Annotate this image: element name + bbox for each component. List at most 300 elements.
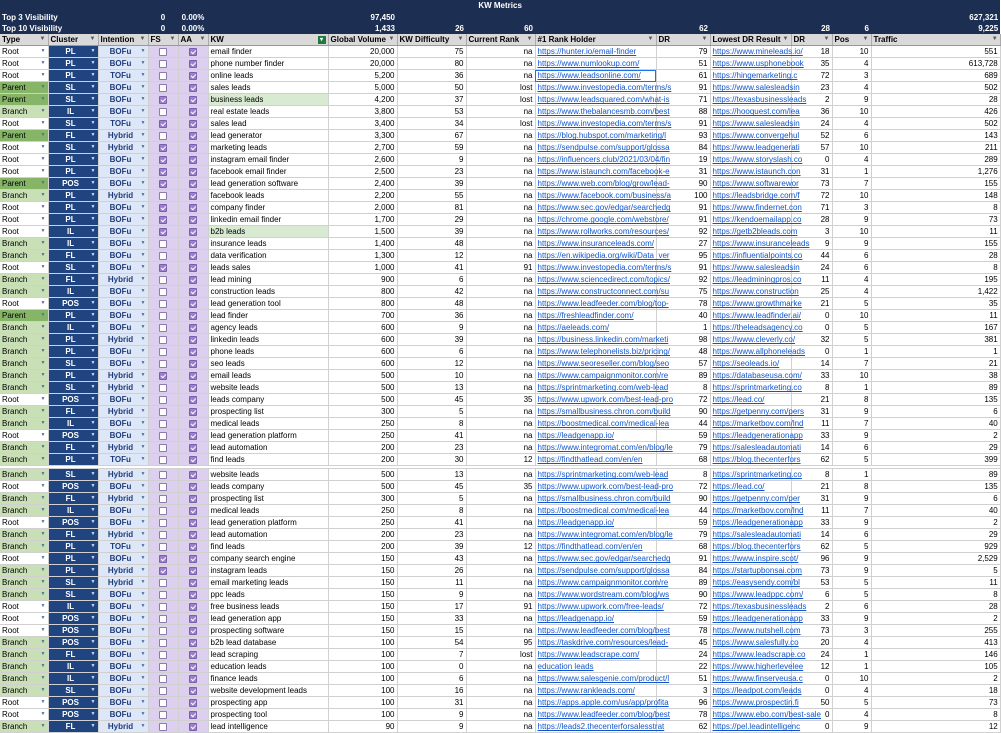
- intention-dropdown[interactable]: [98, 649, 148, 661]
- rank-holder-link[interactable]: https://www.leadsonline.com/: [537, 71, 641, 81]
- aa-checkbox[interactable]: [189, 72, 197, 80]
- column-header[interactable]: [791, 34, 832, 46]
- fs-checkbox[interactable]: [159, 300, 167, 308]
- aa-checkbox[interactable]: [189, 456, 197, 464]
- rank-holder-link-cell[interactable]: [535, 637, 669, 649]
- dropdown-arrow-icon[interactable]: ▼: [40, 456, 46, 463]
- aa-checkbox[interactable]: [189, 360, 197, 368]
- type-dropdown[interactable]: [0, 529, 48, 541]
- column-header[interactable]: [656, 34, 710, 46]
- cluster-dropdown[interactable]: [48, 589, 98, 601]
- rank-holder-link[interactable]: https://taskdrive.com/resources/lead-: [537, 638, 669, 648]
- lowest-dr-link-cell[interactable]: [710, 214, 802, 226]
- dropdown-arrow-icon[interactable]: ▼: [140, 324, 146, 331]
- lowest-dr-link-cell[interactable]: [710, 661, 804, 673]
- dropdown-arrow-icon[interactable]: ▼: [90, 420, 96, 427]
- filter-icon[interactable]: ▼: [526, 36, 533, 43]
- type-dropdown[interactable]: [0, 298, 48, 310]
- rank-holder-link-cell[interactable]: [535, 721, 665, 733]
- type-dropdown[interactable]: [0, 673, 48, 685]
- intention-dropdown[interactable]: [98, 382, 148, 394]
- rank-holder-link-cell[interactable]: [535, 673, 670, 685]
- dropdown-arrow-icon[interactable]: ▼: [90, 108, 96, 115]
- intention-dropdown[interactable]: [98, 697, 148, 709]
- dropdown-arrow-icon[interactable]: ▼: [40, 444, 46, 451]
- column-header[interactable]: [148, 34, 178, 46]
- dropdown-arrow-icon[interactable]: ▼: [90, 240, 96, 247]
- fs-checkbox[interactable]: [159, 615, 167, 623]
- aa-checkbox[interactable]: [189, 276, 197, 284]
- rank-holder-link[interactable]: https://leads2.thecenterforsalesstrat: [537, 722, 665, 732]
- dropdown-arrow-icon[interactable]: ▼: [40, 336, 46, 343]
- lowest-dr-link[interactable]: https://www.leadscrape.co: [712, 650, 806, 660]
- cluster-dropdown[interactable]: [48, 430, 98, 442]
- dropdown-arrow-icon[interactable]: ▼: [90, 72, 96, 79]
- dropdown-arrow-icon[interactable]: ▼: [140, 432, 146, 439]
- fs-checkbox[interactable]: [159, 312, 167, 320]
- keyword-cell[interactable]: online leads: [208, 70, 328, 82]
- dropdown-arrow-icon[interactable]: ▼: [90, 348, 96, 355]
- dropdown-arrow-icon[interactable]: ▼: [90, 495, 96, 502]
- fs-checkbox[interactable]: [159, 495, 167, 503]
- lowest-dr-link[interactable]: https://leadsbridge.com/f: [712, 191, 800, 201]
- rank-holder-link[interactable]: https://www.sec.gov/edgar/searchedg: [537, 554, 671, 564]
- lowest-dr-link-cell[interactable]: [710, 46, 803, 58]
- aa-checkbox[interactable]: [189, 567, 197, 575]
- intention-dropdown[interactable]: [98, 673, 148, 685]
- dropdown-arrow-icon[interactable]: ▼: [40, 96, 46, 103]
- type-dropdown[interactable]: [0, 505, 48, 517]
- dropdown-arrow-icon[interactable]: ▼: [40, 675, 46, 682]
- keyword-cell[interactable]: leads company: [208, 481, 328, 493]
- dropdown-arrow-icon[interactable]: ▼: [140, 627, 146, 634]
- type-dropdown[interactable]: [0, 166, 48, 178]
- type-dropdown[interactable]: [0, 613, 48, 625]
- type-dropdown[interactable]: [0, 190, 48, 202]
- rank-holder-link-cell[interactable]: [535, 154, 671, 166]
- lowest-dr-link-cell[interactable]: [710, 589, 804, 601]
- rank-holder-link-cell[interactable]: [535, 190, 671, 202]
- type-dropdown[interactable]: [0, 214, 48, 226]
- rank-holder-link-cell[interactable]: [535, 481, 674, 493]
- dropdown-arrow-icon[interactable]: ▼: [90, 603, 96, 610]
- dropdown-arrow-icon[interactable]: ▼: [40, 240, 46, 247]
- rank-holder-link-cell[interactable]: [535, 649, 656, 661]
- lowest-dr-link-cell[interactable]: [710, 70, 798, 82]
- lowest-dr-link-cell[interactable]: [710, 442, 801, 454]
- aa-checkbox[interactable]: [189, 543, 197, 551]
- fs-checkbox[interactable]: [159, 204, 167, 212]
- fs-checkbox[interactable]: [159, 555, 167, 563]
- rank-holder-link[interactable]: https://apps.apple.com/us/app/profita: [537, 698, 669, 708]
- filter-icon[interactable]: ▼: [39, 36, 46, 43]
- fs-checkbox[interactable]: [159, 543, 167, 551]
- dropdown-arrow-icon[interactable]: ▼: [140, 240, 146, 247]
- intention-dropdown[interactable]: [98, 553, 148, 565]
- dropdown-arrow-icon[interactable]: ▼: [40, 519, 46, 526]
- fs-checkbox[interactable]: [159, 687, 167, 695]
- dropdown-arrow-icon[interactable]: ▼: [40, 639, 46, 646]
- filter-icon[interactable]: ▼: [991, 36, 998, 43]
- intention-dropdown[interactable]: [98, 505, 148, 517]
- aa-checkbox[interactable]: [189, 312, 197, 320]
- lowest-dr-link-cell[interactable]: [710, 310, 801, 322]
- filter-icon[interactable]: ▼: [823, 36, 830, 43]
- fs-checkbox[interactable]: [159, 144, 167, 152]
- lowest-dr-link[interactable]: https://www.leadgenerati: [712, 143, 800, 153]
- fs-checkbox[interactable]: [159, 651, 167, 659]
- dropdown-arrow-icon[interactable]: ▼: [40, 591, 46, 598]
- aa-checkbox[interactable]: [189, 639, 197, 647]
- cluster-dropdown[interactable]: [48, 721, 98, 733]
- dropdown-arrow-icon[interactable]: ▼: [90, 432, 96, 439]
- keyword-cell[interactable]: leads sales: [208, 262, 328, 274]
- dropdown-arrow-icon[interactable]: ▼: [40, 663, 46, 670]
- rank-holder-link[interactable]: https://www.insuranceleads.com/: [537, 239, 654, 249]
- type-dropdown[interactable]: [0, 565, 48, 577]
- dropdown-arrow-icon[interactable]: ▼: [40, 168, 46, 175]
- rank-holder-link[interactable]: https://www.wordstream.com/blog/ws: [537, 590, 670, 600]
- intention-dropdown[interactable]: [98, 166, 148, 178]
- keyword-cell[interactable]: find leads: [208, 454, 328, 466]
- lowest-dr-link[interactable]: https://www.insuranceleads: [712, 239, 810, 249]
- rank-holder-link-cell[interactable]: [535, 493, 671, 505]
- lowest-dr-link-cell[interactable]: [710, 166, 801, 178]
- column-header[interactable]: [178, 34, 208, 46]
- rank-holder-link[interactable]: https://www.leadfeeder.com/blog/best: [537, 626, 671, 636]
- type-dropdown[interactable]: [0, 406, 48, 418]
- cluster-dropdown[interactable]: [48, 493, 98, 505]
- fs-checkbox[interactable]: [159, 723, 167, 731]
- dropdown-arrow-icon[interactable]: ▼: [40, 495, 46, 502]
- rank-holder-link-cell[interactable]: [535, 334, 669, 346]
- type-dropdown[interactable]: [0, 430, 48, 442]
- dropdown-arrow-icon[interactable]: ▼: [140, 264, 146, 271]
- intention-dropdown[interactable]: [98, 517, 148, 529]
- lowest-dr-link[interactable]: https://blog.thecenterfors: [712, 542, 801, 552]
- lowest-dr-link-cell[interactable]: [710, 565, 802, 577]
- keyword-cell[interactable]: prospecting list: [208, 493, 328, 505]
- type-dropdown[interactable]: [0, 697, 48, 709]
- intention-dropdown[interactable]: [98, 142, 148, 154]
- type-dropdown[interactable]: [0, 286, 48, 298]
- dropdown-arrow-icon[interactable]: ▼: [40, 471, 46, 478]
- aa-checkbox[interactable]: [189, 252, 197, 260]
- rank-holder-link-cell[interactable]: [535, 613, 656, 625]
- intention-dropdown[interactable]: [98, 442, 148, 454]
- aa-checkbox[interactable]: [189, 615, 197, 623]
- dropdown-arrow-icon[interactable]: ▼: [40, 543, 46, 550]
- lowest-dr-link-cell[interactable]: [710, 649, 806, 661]
- dropdown-arrow-icon[interactable]: ▼: [140, 471, 146, 478]
- dropdown-arrow-icon[interactable]: ▼: [90, 711, 96, 718]
- cluster-dropdown[interactable]: [48, 649, 98, 661]
- rank-holder-link[interactable]: https://www.seoreseller.com/blog/seo: [537, 359, 670, 369]
- fs-checkbox[interactable]: [159, 519, 167, 527]
- dropdown-arrow-icon[interactable]: ▼: [90, 567, 96, 574]
- type-dropdown[interactable]: [0, 202, 48, 214]
- filter-icon[interactable]: ▼: [199, 36, 206, 43]
- aa-checkbox[interactable]: [189, 324, 197, 332]
- rank-holder-link[interactable]: https://www.web.com/blog/grow/lead-: [537, 179, 670, 189]
- lowest-dr-link-cell[interactable]: [710, 529, 801, 541]
- dropdown-arrow-icon[interactable]: ▼: [40, 531, 46, 538]
- lowest-dr-link-cell[interactable]: [710, 130, 800, 142]
- dropdown-arrow-icon[interactable]: ▼: [90, 519, 96, 526]
- dropdown-arrow-icon[interactable]: ▼: [40, 555, 46, 562]
- lowest-dr-link[interactable]: https://influentialpoints.co: [712, 251, 803, 261]
- dropdown-arrow-icon[interactable]: ▼: [140, 699, 146, 706]
- lowest-dr-link[interactable]: https://www.storyslash.co: [712, 155, 803, 165]
- keyword-cell[interactable]: b2b lead database: [208, 637, 328, 649]
- aa-checkbox[interactable]: [189, 108, 197, 116]
- lowest-dr-link-cell[interactable]: [710, 370, 802, 382]
- fs-checkbox[interactable]: [159, 252, 167, 260]
- intention-dropdown[interactable]: [98, 214, 148, 226]
- fs-checkbox[interactable]: [159, 567, 167, 575]
- intention-dropdown[interactable]: [98, 529, 148, 541]
- dropdown-arrow-icon[interactable]: ▼: [40, 627, 46, 634]
- aa-checkbox[interactable]: [189, 663, 197, 671]
- keyword-cell[interactable]: data verification: [208, 250, 328, 262]
- rank-holder-link[interactable]: https://www.integromat.com/en/blog/le: [537, 530, 673, 540]
- rank-holder-link[interactable]: https://www.istaunch.com/facebook-e: [537, 167, 670, 177]
- cluster-dropdown[interactable]: [48, 118, 98, 130]
- dropdown-arrow-icon[interactable]: ▼: [140, 615, 146, 622]
- cluster-dropdown[interactable]: [48, 142, 98, 154]
- aa-checkbox[interactable]: [189, 699, 197, 707]
- aa-checkbox[interactable]: [189, 288, 197, 296]
- aa-checkbox[interactable]: [189, 48, 197, 56]
- dropdown-arrow-icon[interactable]: ▼: [140, 663, 146, 670]
- dropdown-arrow-icon[interactable]: ▼: [140, 495, 146, 502]
- rank-holder-link[interactable]: https://www.investopedia.com/terms/s: [537, 119, 672, 129]
- type-dropdown[interactable]: [0, 541, 48, 553]
- intention-dropdown[interactable]: [98, 82, 148, 94]
- dropdown-arrow-icon[interactable]: ▼: [90, 156, 96, 163]
- aa-checkbox[interactable]: [189, 168, 197, 176]
- lowest-dr-link[interactable]: https://www.ebo.com/best-sale: [712, 710, 821, 720]
- cluster-dropdown[interactable]: [48, 70, 98, 82]
- keyword-cell[interactable]: finance leads: [208, 673, 328, 685]
- dropdown-arrow-icon[interactable]: ▼: [140, 408, 146, 415]
- type-dropdown[interactable]: [0, 625, 48, 637]
- dropdown-arrow-icon[interactable]: ▼: [140, 603, 146, 610]
- rank-holder-link-cell[interactable]: [535, 58, 656, 70]
- dropdown-arrow-icon[interactable]: ▼: [140, 360, 146, 367]
- type-dropdown[interactable]: [0, 130, 48, 142]
- cluster-dropdown[interactable]: [48, 262, 98, 274]
- cluster-dropdown[interactable]: [48, 418, 98, 430]
- rank-holder-link-cell[interactable]: [535, 358, 670, 370]
- dropdown-arrow-icon[interactable]: ▼: [140, 72, 146, 79]
- type-dropdown[interactable]: [0, 46, 48, 58]
- rank-holder-link-cell[interactable]: [535, 142, 670, 154]
- rank-holder-link[interactable]: https://findthatlead.com/en/en: [537, 542, 643, 552]
- aa-checkbox[interactable]: [189, 723, 197, 731]
- lowest-dr-link[interactable]: https://www.leadfinder.ai/: [712, 311, 801, 321]
- fs-checkbox[interactable]: [159, 276, 167, 284]
- aa-checkbox[interactable]: [189, 300, 197, 308]
- fs-checkbox[interactable]: [159, 84, 167, 92]
- rank-holder-link[interactable]: https://chrome.google.com/webstore/: [537, 215, 669, 225]
- type-dropdown[interactable]: [0, 70, 48, 82]
- intention-dropdown[interactable]: [98, 286, 148, 298]
- dropdown-arrow-icon[interactable]: ▼: [140, 348, 146, 355]
- column-header[interactable]: [535, 34, 656, 46]
- aa-checkbox[interactable]: [189, 264, 197, 272]
- dropdown-arrow-icon[interactable]: ▼: [90, 48, 96, 55]
- rank-holder-link[interactable]: https://www.sciencedirect.com/topics/: [537, 275, 670, 285]
- dropdown-arrow-icon[interactable]: ▼: [40, 507, 46, 514]
- fs-checkbox[interactable]: [159, 699, 167, 707]
- dropdown-arrow-icon[interactable]: ▼: [140, 180, 146, 187]
- dropdown-arrow-icon[interactable]: ▼: [90, 675, 96, 682]
- lowest-dr-link-cell[interactable]: [710, 346, 805, 358]
- type-dropdown[interactable]: [0, 322, 48, 334]
- lowest-dr-link[interactable]: https://texasbusinessleads: [712, 602, 807, 612]
- rank-holder-link-cell[interactable]: [535, 214, 669, 226]
- keyword-cell[interactable]: lead automation: [208, 442, 328, 454]
- dropdown-arrow-icon[interactable]: ▼: [40, 252, 46, 259]
- rank-holder-link[interactable]: https://aeleads.com/: [537, 323, 610, 333]
- cluster-dropdown[interactable]: [48, 298, 98, 310]
- aa-checkbox[interactable]: [189, 519, 197, 527]
- rank-holder-link[interactable]: https://www.leadscrape.com/: [537, 650, 640, 660]
- dropdown-arrow-icon[interactable]: ▼: [140, 252, 146, 259]
- rank-holder-link-cell[interactable]: [535, 82, 672, 94]
- cluster-dropdown[interactable]: [48, 130, 98, 142]
- aa-checkbox[interactable]: [189, 84, 197, 92]
- dropdown-arrow-icon[interactable]: ▼: [90, 144, 96, 151]
- intention-dropdown[interactable]: [98, 334, 148, 346]
- dropdown-arrow-icon[interactable]: ▼: [40, 384, 46, 391]
- dropdown-arrow-icon[interactable]: ▼: [40, 108, 46, 115]
- lowest-dr-link-cell[interactable]: [710, 250, 803, 262]
- lowest-dr-link[interactable]: https://seoleads.io/: [712, 359, 780, 369]
- type-dropdown[interactable]: [0, 685, 48, 697]
- intention-dropdown[interactable]: [98, 202, 148, 214]
- aa-checkbox[interactable]: [189, 651, 197, 659]
- rank-holder-link-cell[interactable]: [535, 286, 670, 298]
- type-dropdown[interactable]: [0, 577, 48, 589]
- keyword-cell[interactable]: email leads: [208, 370, 328, 382]
- type-dropdown[interactable]: [0, 226, 48, 238]
- rank-holder-link[interactable]: https://www.upwork.com/best-lead-pro: [537, 395, 674, 405]
- lowest-dr-link-cell[interactable]: [710, 118, 800, 130]
- rank-holder-link-cell[interactable]: [535, 226, 670, 238]
- aa-checkbox[interactable]: [189, 372, 197, 380]
- intention-dropdown[interactable]: [98, 721, 148, 733]
- aa-checkbox[interactable]: [189, 444, 197, 452]
- fs-checkbox[interactable]: [159, 240, 167, 248]
- rank-holder-link-cell[interactable]: [535, 469, 669, 481]
- fs-checkbox[interactable]: [159, 531, 167, 539]
- rank-holder-link-cell[interactable]: [535, 565, 670, 577]
- dropdown-arrow-icon[interactable]: ▼: [90, 507, 96, 514]
- rank-holder-link-cell[interactable]: [535, 418, 670, 430]
- lowest-dr-link-cell[interactable]: [710, 334, 796, 346]
- dropdown-arrow-icon[interactable]: ▼: [90, 543, 96, 550]
- dropdown-arrow-icon[interactable]: ▼: [140, 156, 146, 163]
- keyword-cell[interactable]: leads company: [208, 394, 328, 406]
- rank-holder-link[interactable]: https://boostmedical.com/medical-lea: [537, 506, 670, 516]
- type-dropdown[interactable]: [0, 238, 48, 250]
- dropdown-arrow-icon[interactable]: ▼: [90, 120, 96, 127]
- filter-icon[interactable]: ▼: [647, 36, 654, 43]
- rank-holder-link-cell[interactable]: [535, 577, 669, 589]
- lowest-dr-link[interactable]: https://www.salesleadsin: [712, 263, 800, 273]
- dropdown-arrow-icon[interactable]: ▼: [40, 192, 46, 199]
- dropdown-arrow-icon[interactable]: ▼: [140, 723, 146, 730]
- rank-holder-link-cell[interactable]: [535, 406, 671, 418]
- aa-checkbox[interactable]: [189, 687, 197, 695]
- keyword-cell[interactable]: phone leads: [208, 346, 328, 358]
- lowest-dr-link-cell[interactable]: [710, 106, 800, 118]
- aa-checkbox[interactable]: [189, 408, 197, 416]
- rank-holder-link[interactable]: https://hunter.io/email-finder: [537, 47, 637, 57]
- dropdown-arrow-icon[interactable]: ▼: [90, 531, 96, 538]
- intention-dropdown[interactable]: [98, 589, 148, 601]
- rank-holder-link[interactable]: https://www.campaignmonitor.com/re: [537, 371, 669, 381]
- fs-checkbox[interactable]: [159, 408, 167, 416]
- type-dropdown[interactable]: [0, 94, 48, 106]
- dropdown-arrow-icon[interactable]: ▼: [90, 555, 96, 562]
- dropdown-arrow-icon[interactable]: ▼: [90, 723, 96, 730]
- filter-icon[interactable]: ▼: [169, 36, 176, 43]
- dropdown-arrow-icon[interactable]: ▼: [140, 132, 146, 139]
- fs-checkbox[interactable]: [159, 72, 167, 80]
- keyword-cell[interactable]: ppc leads: [208, 589, 328, 601]
- rank-holder-link[interactable]: https://sprintmarketing.com/web-lead: [537, 383, 669, 393]
- cluster-dropdown[interactable]: [48, 541, 98, 553]
- cluster-dropdown[interactable]: [48, 394, 98, 406]
- intention-dropdown[interactable]: [98, 661, 148, 673]
- rank-holder-link[interactable]: https://blog.hubspot.com/marketing/l: [537, 131, 667, 141]
- lowest-dr-link-cell[interactable]: [710, 685, 802, 697]
- keyword-cell[interactable]: lead generation tool: [208, 298, 328, 310]
- fs-checkbox[interactable]: [159, 603, 167, 611]
- aa-checkbox[interactable]: [189, 432, 197, 440]
- rank-holder-link[interactable]: https://en.wikipedia.org/wiki/Data_ver: [537, 251, 670, 261]
- type-dropdown[interactable]: [0, 370, 48, 382]
- rank-holder-link[interactable]: https://www.upwork.com/best-lead-pro: [537, 482, 674, 492]
- intention-dropdown[interactable]: [98, 46, 148, 58]
- cluster-dropdown[interactable]: [48, 685, 98, 697]
- dropdown-arrow-icon[interactable]: ▼: [40, 699, 46, 706]
- lowest-dr-link-cell[interactable]: [710, 517, 803, 529]
- intention-dropdown[interactable]: [98, 154, 148, 166]
- dropdown-arrow-icon[interactable]: ▼: [40, 372, 46, 379]
- lowest-dr-link[interactable]: https://www.growthmarke: [712, 299, 802, 309]
- intention-dropdown[interactable]: [98, 178, 148, 190]
- aa-checkbox[interactable]: [189, 627, 197, 635]
- filter-icon[interactable]: ▼: [139, 36, 146, 43]
- dropdown-arrow-icon[interactable]: ▼: [90, 396, 96, 403]
- lowest-dr-link-cell[interactable]: [710, 154, 803, 166]
- lowest-dr-link[interactable]: https://marketbov.com/lnd: [712, 506, 804, 516]
- intention-dropdown[interactable]: [98, 346, 148, 358]
- lowest-dr-link-cell[interactable]: [710, 577, 800, 589]
- keyword-cell[interactable]: business leads: [208, 94, 328, 106]
- cluster-dropdown[interactable]: [48, 250, 98, 262]
- cluster-dropdown[interactable]: [48, 613, 98, 625]
- filter-icon[interactable]: ▼: [388, 36, 395, 43]
- intention-dropdown[interactable]: [98, 94, 148, 106]
- lowest-dr-link-cell[interactable]: [710, 382, 802, 394]
- filter-icon[interactable]: ▼: [89, 36, 96, 43]
- rank-holder-link[interactable]: https://www.leadfeeder.com/blog/top-: [537, 299, 669, 309]
